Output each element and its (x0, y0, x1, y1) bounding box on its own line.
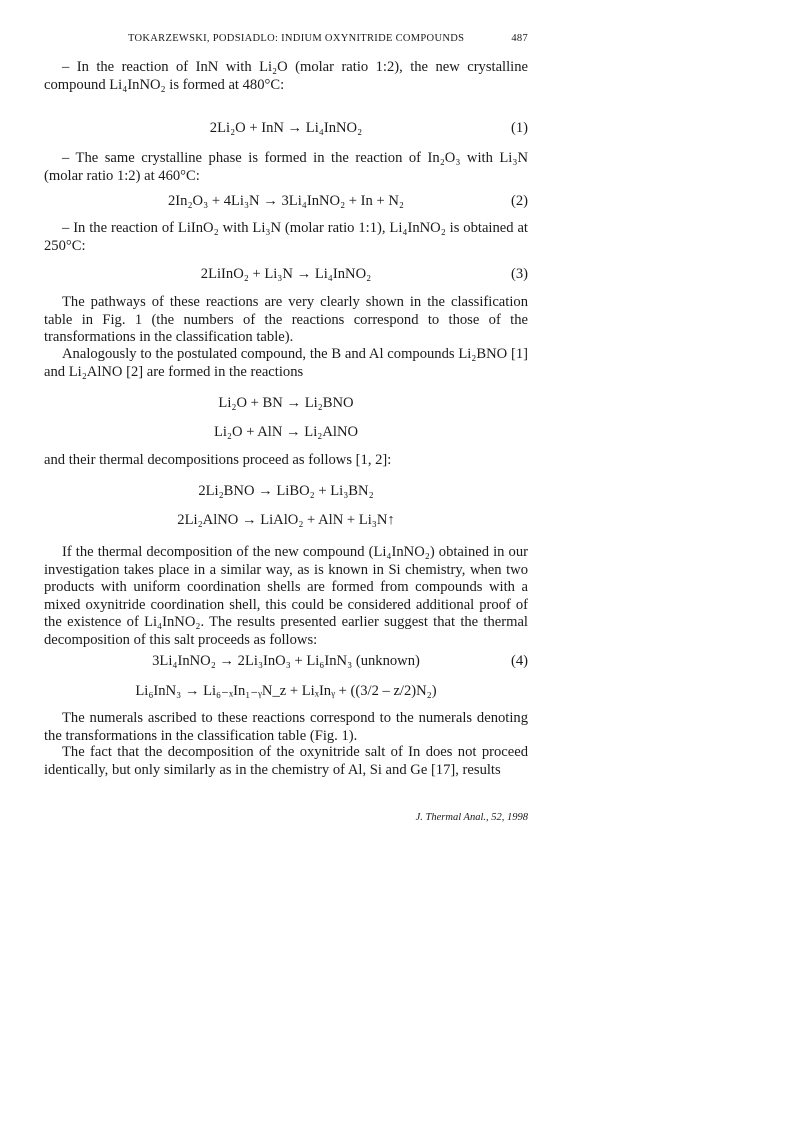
paragraph-the-fact: The fact that the decomposition of the oxynitride salt of In does not proceed identically, but only similarly as in the chemistry of Al, Si and Ge [17], results (44, 744, 528, 778)
equation-4-number: (4) (510, 653, 528, 669)
equation-li2bno-text: Li₂O + BN → Li₂BNO (218, 395, 354, 411)
equation-li2bno-decomposition-text: 2Li₂BNO → LiBO₂ + Li₃BN₂ (198, 483, 374, 499)
equation-2-text: 2In₂O₃ + 4Li₃N → 3Li₄InNO₂ + In + N₂ (168, 193, 404, 209)
paragraph-liino2-li3n: – In the reaction of LiInO₂ with Li₃N (molar ratio 1:1), Li₄InNO₂ is obtained at 250°C: (44, 220, 528, 254)
paragraph-numerals: The numerals ascribed to these reactions correspond to the numerals denoting the transformations in the classification table (Fig. 1). (44, 710, 528, 744)
equation-li2alno-decomposition-text: 2Li₂AlNO → LiAlO₂ + AlN + Li₃N↑ (177, 512, 395, 528)
equation-3-text: 2LiInO₂ + Li₃N → Li₄InNO₂ (200, 266, 372, 282)
journal-citation: J. Thermal Anal., 52, 1998 (415, 812, 528, 823)
page-number: 487 (511, 33, 528, 44)
equation-1-text: 2Li₂O + InN → Li₄InNO₂ (209, 120, 363, 136)
paragraph-analogously: Analogously to the postulated compound, the B and Al compounds Li₂BNO [1] and Li₂AlNO [2] are formed in the reactions (44, 346, 528, 380)
running-title: TOKARZEWSKI, PODSIADLO: INDIUM OXYNITRIDE COMPOUNDS (128, 33, 465, 44)
equation-4-text: 3Li₄InNO₂ → 2Li₃InO₃ + Li₆InN₃ (unknown) (152, 653, 420, 669)
equation-3-number: (3) (510, 266, 528, 282)
paragraph-thermal-decomposition: and their thermal decompositions proceed as follows [1, 2]: (44, 452, 392, 468)
equation-li2alno-text: Li₂O + AlN → Li₂AlNO (213, 424, 359, 440)
paragraph-innn-li2o: – In the reaction of InN with Li₂O (molar ratio 1:2), the new crystalline compound Li₄InNO₂ is formed at 480°C: (44, 59, 528, 93)
paragraph-pathways: The pathways of these reactions are very clearly shown in the classification table in Fig. 1 (the numbers of the reactions correspond to those of the transformations in the classification table). (44, 294, 528, 345)
paragraph-in2o3-li3n: – The same crystalline phase is formed in the reaction of In₂O₃ with Li₃N (molar ratio 1:2) at 460°C: (44, 150, 528, 184)
paragraph-if-thermal: If the thermal decomposition of the new compound (Li₄InNO₂) obtained in our investigation takes place in a similar way, as is known in Si chemistry, when two products with uniform coordination shells are formed from compounds with a mixed oxynitride coordination shell, this could be considered additional proof of the existence of Li₄InNO₂. The results presented earlier suggest that the thermal decomposition of this salt proceeds as follows: (44, 544, 528, 648)
equation-1-number: (1) (510, 120, 528, 136)
equation-2-number: (2) (510, 193, 528, 209)
running-header (128, 33, 528, 44)
equation-5-text: Li₆InN₃ → Li₆₋ₓIn₁₋ᵧN_z + LiₓInᵧ + ((3/2 – z/2)N₂) (135, 683, 437, 699)
